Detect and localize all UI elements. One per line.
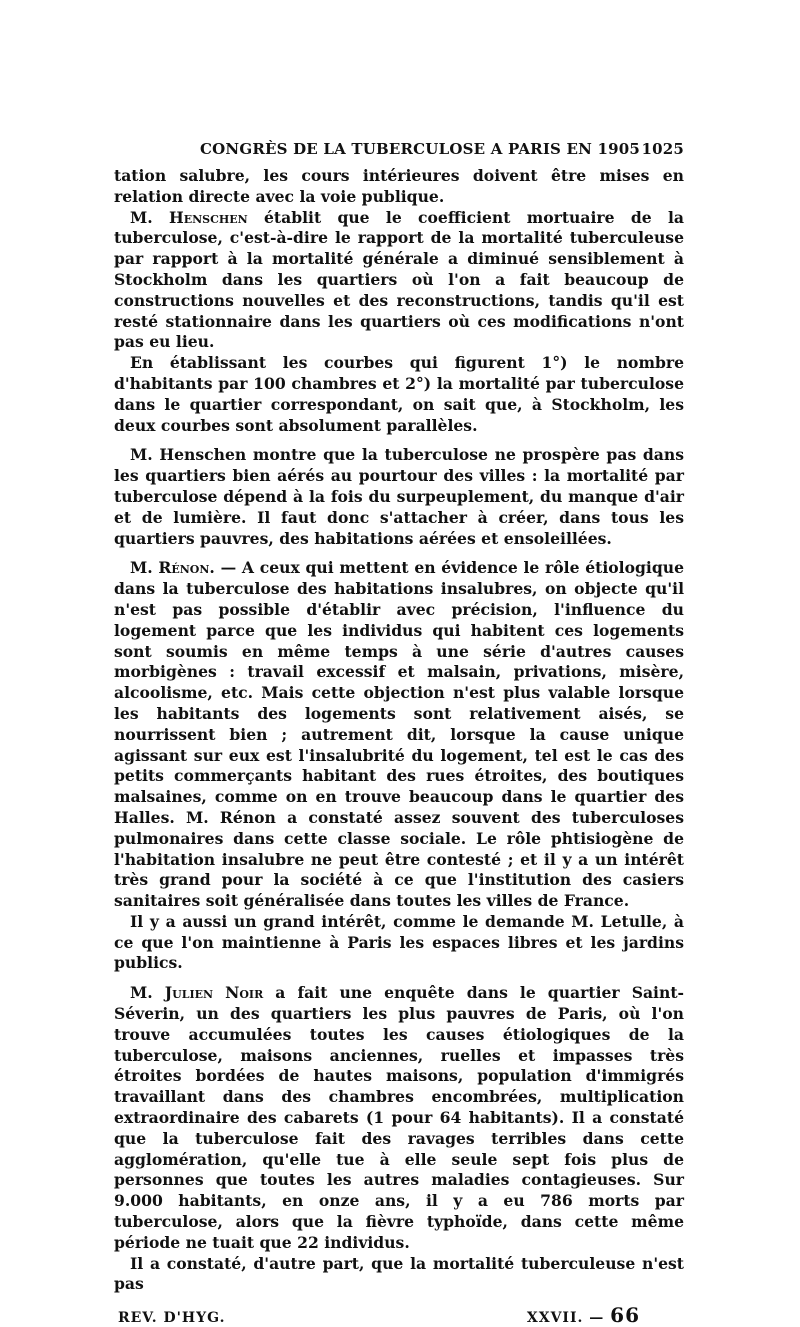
paragraph-continuation: tation salubre, les cours intérieures doivent être mises en relation directe avec la voie publique. [114, 166, 684, 206]
journal-abbreviation: REV. D'HYG. [118, 1310, 226, 1327]
page-footer [114, 1303, 684, 1327]
paragraph-final: Il a constaté, d'autre part, que la mortalité tuberculeuse n'est pas [114, 1253, 684, 1294]
volume-signature [527, 1303, 640, 1327]
paragraph-henschen-3: M. Henschen montre que la tuberculose ne prospère pas dans les quartiers bien aérés au pourtour des villes : la mortalité par tuberculose dépend à la fois du surpeuplement, du manque d'air et de lumière. Il faut donc s'attacher à créer, dans tous les quartiers pauvres, des habitations aérées et ensoleillées. [114, 445, 684, 548]
volume-number: XXVII. — [526, 1310, 605, 1327]
paragraph-noir: M. Julien Noir a fait une enquête dans le quartier Saint-Séverin, un des quartiers les plus pauvres de Paris, où l'on trouve accumulées toutes les causes étiologiques de la tuberculose, maisons anciennes, ruelles et impasses très étroites bordées de hautes maisons, population d'immigrés travaillant dans des chambres encombrées, multiplication extraordinaire des cabarets (1 pour 64 habitants). Il a constaté que la tuberculose fait des ravages terribles dans cette agglomération, qu'elle tue à elle seule sept fois plus de personnes que toutes les autres maladies contagieuses. Sur 9.000 habitants, en onze ans, il y a eu 786 morts par tuberculose, alors que la fièvre typhoïde, dans cette même période ne tuait que 22 individus. [114, 983, 684, 1252]
speaker-name: M. Rénon. [130, 558, 215, 578]
page-number: 1025 [641, 140, 684, 158]
body-text [114, 166, 684, 1295]
running-title: CONGRÈS DE LA TUBERCULOSE A PARIS EN 1905 [200, 140, 641, 158]
paragraph-henschen-1: M. Henschen établit que le coefficient mortuaire de la tuberculose, c'est-à-dire le rapport de la mortalité tuberculeuse par rapport à la mortalité générale a diminué sensiblement à Stockholm dans les quartiers où l'on a fait beaucoup de constructions nouvelles et des reconstructions, tandis qu'il est resté stationnaire dans les quartiers où ces modifications n'ont pas eu lieu. [114, 207, 684, 352]
speaker-name: M. Henschen [130, 207, 248, 227]
paragraph-henschen-2: En établissant les courbes qui figurent 1°) le nombre d'habitants par 100 chambres et 2°) la mortalité par tuberculose dans le quartier correspondant, on sait que, à Stockholm, les deux courbes sont absolument parallèles. [114, 353, 684, 435]
paragraph-renon: M. Rénon. — A ceux qui mettent en évidence le rôle étiologique dans la tuberculose des habitations insalubres, on objecte qu'il n'est pas possible d'établir avec précision, l'influence du logement parce que les individus qui habitent ces logements sont soumis en même temps à une série d'autres causes morbigènes : travail excessif et malsain, privations, misère, alcoolisme, etc. Mais cette objection n'est plus valable lorsque les habitants des logements sont relativement aisés, se nourrissent bien ; autrement dit, lorsque la cause unique agissant sur eux est l'insalubrité du logement, tel est le cas des petits commerçants habitant des rues étroites, des boutiques malsaines, comme on en trouve beaucoup dans le quartier des Halles. M. Rénon a constaté assez souvent des tuberculoses pulmonaires dans cette classe sociale. Le rôle phtisiogène de l'habitation insalubre ne peut être contesté ; et il y a un intérêt très grand pour la société à ce que l'institution des casiers sanitaires soit généralisée dans toutes les villes de France. [114, 558, 684, 911]
document-page [114, 140, 684, 1327]
running-header [114, 140, 684, 166]
signature-mark: 66 [610, 1303, 640, 1327]
speaker-name: M. Julien Noir [130, 983, 264, 1003]
paragraph-letulle: Il y a aussi un grand intérêt, comme le demande M. Letulle, à ce que l'on maintienne à Paris les espaces libres et les jardins publics. [114, 911, 684, 973]
